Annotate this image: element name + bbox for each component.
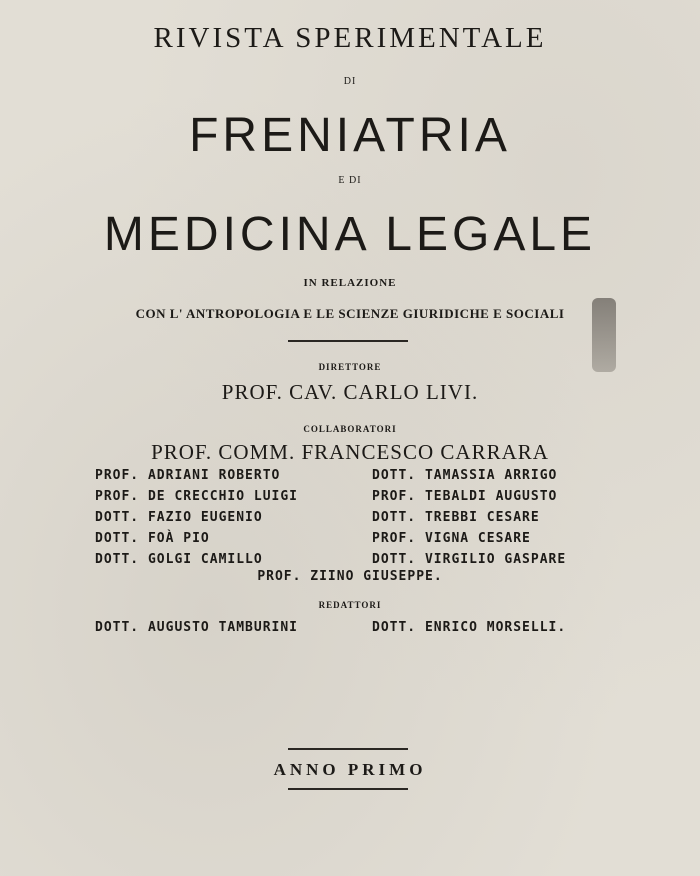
list-item: DOTT. TAMASSIA ARRIGO xyxy=(372,468,558,483)
list-item: PROF. VIGNA CESARE xyxy=(372,531,531,546)
list-item: PROF. TEBALDI AUGUSTO xyxy=(372,489,558,504)
list-item: DOTT. FOÀ PIO xyxy=(95,531,210,546)
list-item: PROF. DE CRECCHIO LUIGI xyxy=(95,489,299,504)
direttore-label: DIRETTORE xyxy=(318,362,382,372)
journal-title-line1: RIVISTA SPERIMENTALE xyxy=(153,22,547,54)
list-item: DOTT. GOLGI CAMILLO xyxy=(95,552,263,567)
collaborators-right xyxy=(372,465,566,570)
anno-rule-top xyxy=(288,748,408,750)
in-relazione: IN RELAZIONE xyxy=(303,277,397,289)
editor-1: DOTT. AUGUSTO TAMBURINI xyxy=(95,620,299,635)
anno-primo: ANNO PRIMO xyxy=(273,760,427,779)
journal-subtitle: CON L' ANTROPOLOGIA E LE SCIENZE GIURIDICHE E SOCIALI xyxy=(135,306,565,321)
chief-collaborator: PROF. COMM. FRANCESCO CARRARA xyxy=(151,440,549,464)
ink-smudge xyxy=(592,298,616,372)
last-collaborator: PROF. ZIINO GIUSEPPE. xyxy=(257,569,443,584)
list-item: DOTT. VIRGILIO GASPARE xyxy=(372,552,567,567)
editor-2: DOTT. ENRICO MORSELLI. xyxy=(372,620,567,635)
divider-rule xyxy=(288,340,408,342)
list-item: DOTT. TREBBI CESARE xyxy=(372,510,540,525)
connector-e-di: E DI xyxy=(338,175,362,186)
journal-title-line3: MEDICINA LEGALE xyxy=(103,208,597,261)
collaboratori-label: COLLABORATORI xyxy=(303,424,397,434)
connector-di: DI xyxy=(343,76,357,87)
anno-rule-bottom xyxy=(288,788,408,790)
list-item: DOTT. FAZIO EUGENIO xyxy=(95,510,263,525)
journal-title-line2: FRENIATRIA xyxy=(189,109,511,162)
direttore-name: PROF. CAV. CARLO LIVI. xyxy=(221,380,479,404)
list-item: PROF. ADRIANI ROBERTO xyxy=(95,468,281,483)
redattori-label: REDATTORI xyxy=(318,600,382,610)
collaborators-left xyxy=(95,465,298,570)
